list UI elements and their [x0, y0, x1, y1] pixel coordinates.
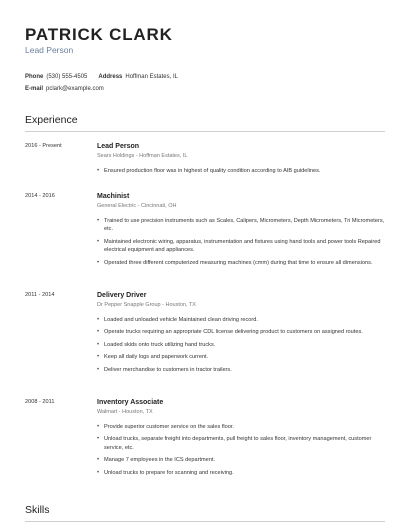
phone-label: Phone: [25, 74, 44, 80]
contact-line-2: [25, 86, 104, 92]
job-bullet: • Operated three different computerized measuring machines (cmm) during that time to ensure all dimensions.: [97, 259, 387, 267]
job-company: General Electric - Cincinnati, OH: [97, 203, 177, 209]
job-bullet: • Keep all daily logs and paperwork current.: [97, 353, 387, 361]
job-role: Machinist: [97, 193, 130, 200]
job-bullet: • Unload trucks to prepare for scanning and receiving.: [97, 469, 387, 477]
email-value[interactable]: pclark@example.com: [46, 86, 104, 92]
job-date: 2011 - 2014: [25, 292, 55, 298]
address-value: Hoffman Estates, IL: [125, 74, 178, 80]
job-role: Lead Person: [97, 143, 140, 150]
job-bullets: [97, 423, 387, 481]
phone-value: (530) 555-4505: [46, 74, 88, 80]
job-bullet: • Provide superior customer service on the sales floor.: [97, 423, 387, 431]
job-company: Dr Pepper Snapple Group - Houston, TX: [97, 302, 196, 308]
job-role: Inventory Associate: [97, 399, 164, 406]
job-bullets: [97, 316, 387, 378]
job-bullet: • Manage 7 employees in the ICS department.: [97, 456, 387, 464]
job-bullet: • Loaded and unloaded vehicle Maintained clean driving record.: [97, 316, 387, 324]
job-company: Sears Holdings - Hoffman Estates, IL: [97, 153, 188, 159]
job-date: 2016 - Present: [25, 143, 62, 149]
section-title-experience: Experience: [25, 114, 78, 126]
candidate-name: PATRICK CLARK: [25, 25, 173, 44]
contact-line-1: [25, 74, 178, 80]
job-bullet: • Unload trucks, separate freight into departments, pull freight to sales floor, inventory management, customer service, etc.: [97, 435, 387, 452]
section-divider-experience: [25, 131, 385, 132]
address-label: Address: [98, 74, 123, 80]
job-bullets: [97, 167, 387, 179]
job-date: 2014 - 2016: [25, 193, 55, 199]
job-bullets: [97, 217, 387, 271]
job-date: 2008 - 2011: [25, 399, 55, 405]
job-company: Walmart - Houston, TX: [97, 409, 153, 415]
job-bullet: • Maintained electronic wiring, apparatus, instrumentation and fixtures using hand tools and power tools Repaired electrical equipment and appliances.: [97, 238, 387, 255]
job-bullet: • Operate trucks requiring an appropriate CDL license delivering product to customers on assigned routes.: [97, 328, 387, 336]
job-bullet: • Ensured production floor was in highest of quality condition according to AIB guidelines.: [97, 167, 387, 175]
job-bullet: • Trained to use precision instruments such as Scales, Calipers, Micrometers, Depth Micrometers, Tri Micrometers, etc.: [97, 217, 387, 234]
job-bullet: • Loaded skids onto truck utilizing hand trucks.: [97, 341, 387, 349]
email-label: E-mail: [25, 86, 44, 92]
job-role: Delivery Driver: [97, 292, 147, 299]
section-divider-skills: [25, 521, 385, 522]
job-bullet: • Deliver merchandise to customers in tractor trailers.: [97, 366, 387, 374]
candidate-title: Lead Person: [25, 45, 74, 55]
section-title-skills: Skills: [25, 504, 50, 516]
